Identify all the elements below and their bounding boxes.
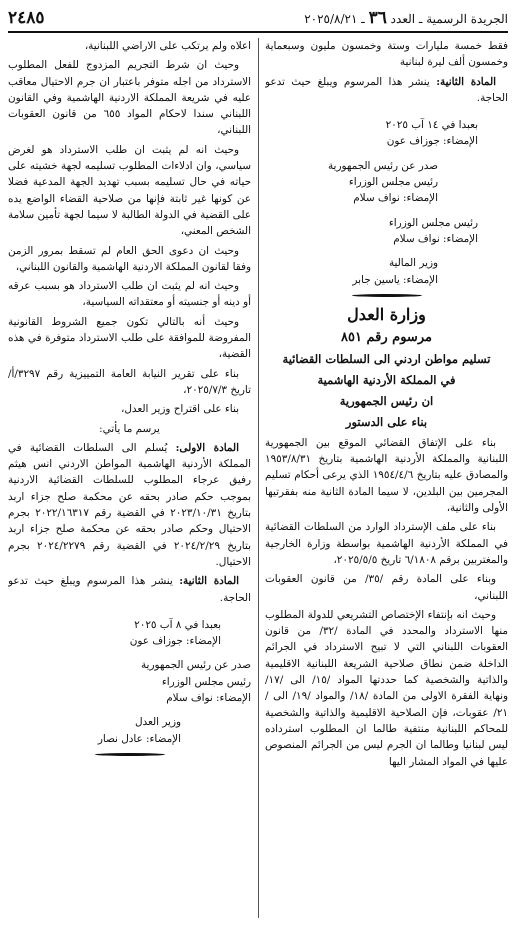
signature-issued: صدر عن رئيس الجمهورية	[327, 159, 438, 172]
page-header	[8, 6, 508, 30]
issue-date: ـ ٢٠٢٥/٨/٢١	[304, 12, 365, 26]
section-divider	[265, 294, 508, 297]
article-two	[8, 573, 251, 606]
article-text: ينشر هذا المرسوم ويبلغ حيث تدعو الحاجة.	[8, 575, 251, 604]
signature-title: رئيس مجلس الوزراء	[161, 675, 251, 688]
paragraph: وبناء على المادة رقم /٣٥/ من قانون العقوبات اللبناني،	[265, 573, 508, 602]
article-text: يُسلم الى السلطات القضائية في المملكة الأردنية الهاشمية المواطن الاردني انس هيثم رفيق عرجاء المطلوب للسلطات القضائية الاردنية بموجب حكم صادر بحقه عن محكمة صلح جزاء اربد بتاريخ ٢٠٢٣/١٠/٣١ في القضية رقم ٢٠٢٢/١٦٣١٧ بجرم الاحتيال وحكم صادر بحقه عن محكمة صلح جزاء اربد بتاريخ ٢٠٢٤/٢/٢٩ في القضية رقم ٢٠٢٤/٢٢٧٩ بجرم الاحتيال.	[8, 441, 251, 568]
signature-name: الإمضاء: عادل نصار	[97, 732, 181, 745]
signature-title: رئيس مجلس الوزراء	[388, 216, 478, 229]
paragraph: وحيث انه بإنتفاء الإختصاص التشريعي للدولة المطلوب منها الاسترداد والمحدد في المادة /٣٢/ من قانون العقوبات اللبناني التي لا تبيح الاسترداد في الجرائم الداخلة ضمن نطاق صلاحية الشريعة اللبنانية الاقليمية والذاتية والشخصية كما حددتها المواد /١٥/ الى /١٧/ ونهاية الفقرة الاولى من المادة /١٨/ والمواد /١٩/ الى /٢١/ عقوبات، فإن الصلاحية الاقليمية والذاتية والشخصية للمحاكم اللبنانية منتفية طالما ان المطلوب استرداده ليس لبنانيا وطالما ان الجرم ليس من الجرائم المنصوص عليها في المواد المشار اليها	[265, 608, 508, 768]
right-column	[265, 38, 508, 926]
constitution-line: بناء على الدستور	[345, 414, 428, 429]
header-rule	[8, 31, 508, 33]
date-line: بعبدا في ٨ آب ٢٠٢٥	[134, 618, 221, 631]
spacer	[8, 649, 251, 657]
signature-line: الإمضاء: جوزاف عون	[129, 635, 221, 648]
paragraph: وحيث ان دعوى الحق العام لم تسقط بمرور الزمن وفقا لقانون المملكة الاردنية الهاشمية والقانون اللبناني،	[8, 244, 251, 273]
signature-title: وزير المالية	[388, 257, 438, 270]
signature-name: الإمضاء: نواف سلام	[166, 691, 251, 704]
continued-text: فقط خمسة مليارات وستة وخمسون مليون وسبعماية وخمسون ألف ليرة لبنانية	[265, 40, 508, 69]
paragraph: وحيث انه لم يثبت ان طلب الاسترداد هو بسبب عرقه أو دينه أو جنسيته أو معتقداته السياسية،	[8, 280, 251, 309]
spacer	[8, 706, 251, 714]
paragraph: وحيث ان شرط التجريم المزدوج للفعل المطلوب الاسترداد من اجله متوفر باعتبار ان جرم الاحتيال معاقب عليه في شريعة المملكة الاردنية الهاشمية وفي القانون اللبناني سندا لاحكام المواد ٦٥٥ من قانون العقوبات اللبناني،	[8, 59, 251, 137]
column-separator	[258, 38, 259, 918]
spacer	[8, 609, 251, 617]
section-divider	[8, 753, 251, 756]
date-line: بعبدا في ١٤ آب ٢٠٢٥	[385, 119, 478, 132]
paragraph: اعلاه ولم يرتكب على الاراضي اللبنانية،	[84, 40, 251, 52]
signature-title: رئيس مجلس الوزراء	[348, 176, 438, 189]
ministry-title: وزارة العدل	[347, 304, 426, 324]
left-column	[8, 38, 251, 926]
signature-line: الإمضاء: جوزاف عون	[386, 135, 478, 148]
article-one	[8, 440, 251, 570]
decree-number: مرسوم رقم ٨٥١	[341, 329, 432, 345]
decree-title: في المملكة الأردنية الهاشمية	[317, 372, 456, 387]
signature-name: الإمضاء: نواف سلام	[353, 192, 438, 205]
spacer	[265, 150, 508, 158]
article-label: المادة الاولى:	[175, 441, 239, 454]
article-text: ينشر هذا المرسوم ويبلغ حيث تدعو الحاجة.	[265, 75, 508, 104]
page-number: ٢٤٨٥	[8, 8, 45, 28]
signature-name: الإمضاء: نواف سلام	[393, 232, 478, 245]
spacer	[265, 247, 508, 255]
paragraph: بناء على الإتفاق القضائي الموقع بين الجمهورية اللبنانية والمملكة الأردنية الهاشمية بتاريخ ١٩٥٣/٨/٣١ والمصادق عليه بتاريخ ١٩٥٤/٤/٦ الذي يرعى أحكام تسليم المجرمين بين البلدين، لا سيما المادة الثانية منه بفقرتيها الأولى والثانية،	[265, 436, 508, 515]
signature-issued: صدر عن رئيس الجمهورية	[140, 659, 251, 672]
decrees-line: يرسم ما يأتي:	[99, 422, 160, 435]
article-label: المادة الثانية:	[179, 575, 239, 588]
article-two	[265, 74, 508, 107]
paragraph: بناء على اقتراح وزير العدل،	[121, 403, 239, 416]
paragraph: بناء على تقرير النيابة العامة التمييزية رقم ٣٢٩٧/أ/ تاريخ ٢٠٢٥/٧/٣،	[8, 367, 251, 396]
issue-number: ٣٦	[368, 8, 387, 28]
spacer	[265, 207, 508, 215]
signature-title: وزير العدل	[134, 716, 181, 729]
president-line: ان رئيس الجمهورية	[339, 393, 434, 408]
decree-title: تسليم مواطن اردني الى السلطات القضائية	[282, 351, 491, 366]
article-label: المادة الثانية:	[436, 75, 496, 88]
gazette-header-text	[304, 8, 508, 28]
paragraph: وحيث انه لم يثبت ان طلب الاسترداد هو لغرض سياسي، وان ادلاءات المطلوب تسليمه لجهة خشيته على حياته في حال تسليمه بسبب تهديد الجهة المدعية فضلا عن كونها غير ثابتة فإنها من صلاحية القضاء الواضع يده على القضية في الدولة الطالبة لا سيما لجهة تأمين سلامة الشخص المعني،	[8, 143, 251, 238]
paragraph: بناء على ملف الإسترداد الوارد من السلطات القضائية في المملكة الأردنية الهاشمية بواسطة وزارة الخارجية والمغتربين برقم ٦/١٨٠٨ تاريخ ٢٠٢٥/٥/٥،	[265, 521, 508, 566]
spacer	[265, 109, 508, 117]
paragraph: وحيث أنه بالتالي تكون جميع الشروط القانونية المفروضة للموافقة على طلب الاسترداد متوفرة في هذه القضية،	[8, 315, 251, 361]
gazette-name: الجريدة الرسمية ـ العدد	[390, 12, 508, 26]
signature-name: الإمضاء: ياسين جابر	[352, 273, 438, 286]
